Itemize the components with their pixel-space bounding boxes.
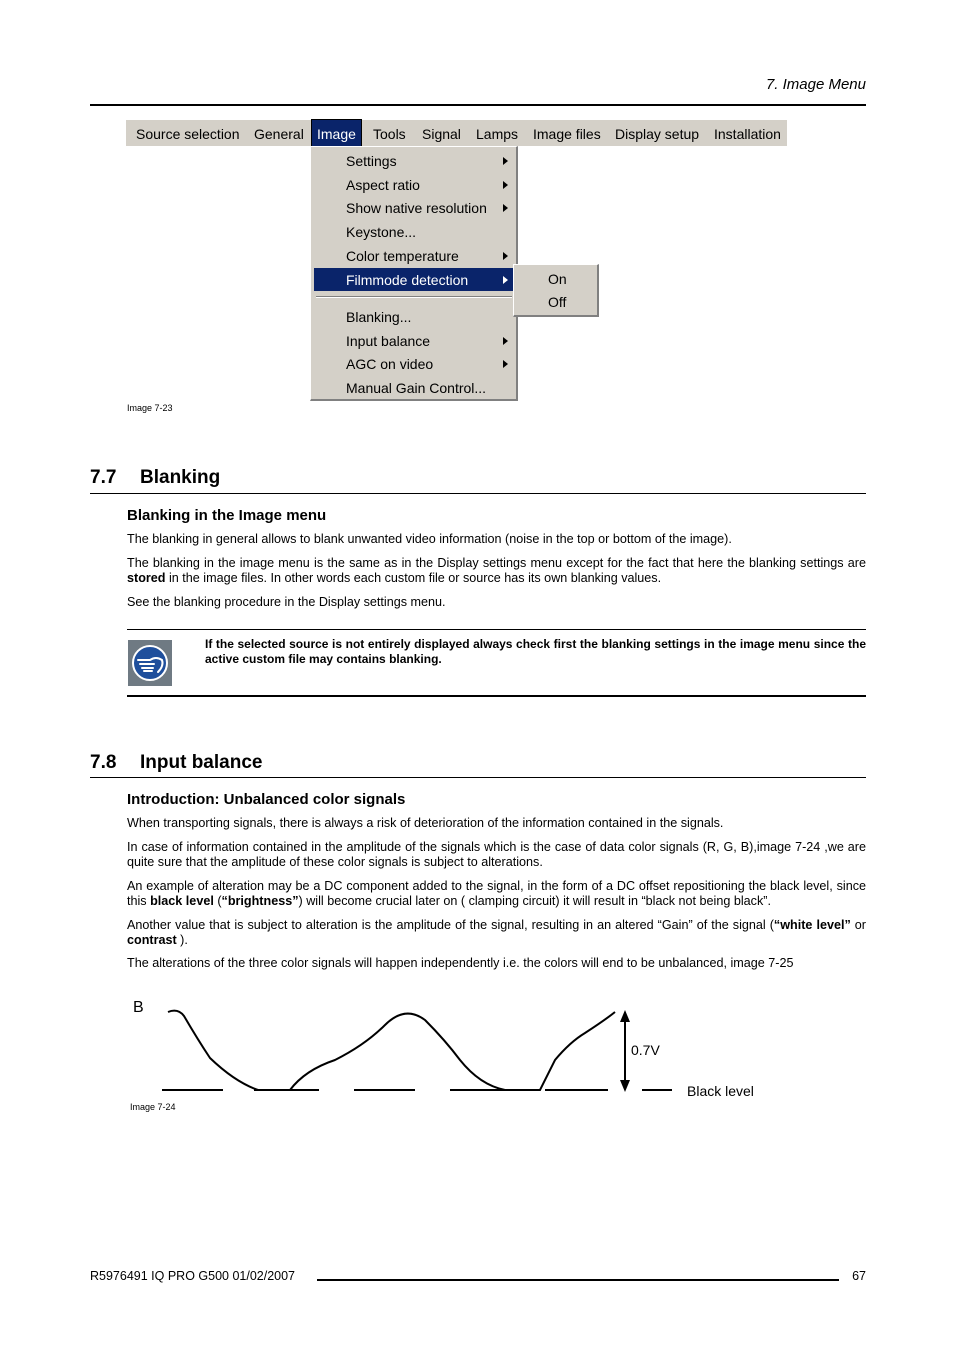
dropdown-item-show-native-resolution[interactable] (314, 196, 513, 219)
footer-doc-info: R5976491 IQ PRO G500 01/02/2007 (90, 1269, 296, 1283)
section-heading (90, 752, 262, 774)
text-run: The blanking in the image menu is the same as in the Display settings menu except for the fact that here the blanking settings are (127, 556, 866, 570)
text-run: An example of alteration may be a DC component added to the signal, in the form of a DC offset repositioning the black level, since this (127, 879, 866, 908)
menu-source-selection[interactable]: Source selection (136, 126, 240, 142)
menu-lamps[interactable]: Lamps (476, 126, 519, 142)
dropdown-item-settings[interactable] (314, 149, 513, 172)
bold-text: black level (150, 894, 214, 908)
text-run: or (850, 918, 866, 932)
section-heading (90, 467, 220, 489)
dropdown-item-input-balance[interactable] (314, 329, 513, 352)
arrow-down-icon (620, 1080, 630, 1092)
amplitude-label: 0.7V (631, 1042, 660, 1058)
dropdown-item-label: Manual Gain Control... (346, 380, 487, 396)
submenu-arrow-icon (503, 360, 508, 368)
bold-text: stored (127, 571, 166, 585)
image-dropdown-menu (310, 146, 518, 401)
submenu-arrow-icon (503, 181, 508, 189)
paragraph: When transporting signals, there is always a risk of deterioration of the information contained in the signals. (127, 816, 724, 830)
submenu-item-on[interactable]: On (548, 271, 567, 287)
paragraph (127, 556, 866, 586)
text-run: Another value that is subject to alteration is the amplitude of the signal, resulting in an altered “Gain” of the signal ( (127, 918, 774, 932)
dropdown-item-manual-gain-control[interactable] (314, 376, 513, 399)
submenu-arrow-icon (503, 204, 508, 212)
dropdown-item-keystone[interactable] (314, 220, 513, 243)
subsection-heading: Introduction: Unbalanced color signals (127, 791, 406, 808)
figure-label-b: B (133, 999, 144, 1016)
text-run: ) will become crucial later on ( clamping circuit) it will result in “black not being black”. (298, 894, 771, 908)
section-number: 7.7 (90, 467, 117, 488)
paragraph: See the blanking procedure in the Display settings menu. (127, 595, 446, 609)
section-number: 7.8 (90, 752, 117, 773)
section-title: Input balance (140, 752, 263, 773)
figure-caption: Image 7-24 (130, 1102, 176, 1112)
menu-signal[interactable]: Signal (422, 126, 461, 142)
note-text: If the selected source is not entirely displayed always check first the blanking settings in the image menu since the active custom file may contains blanking. (205, 637, 866, 666)
menu-installation[interactable]: Installation (714, 126, 781, 142)
black-level-label: Black level (687, 1083, 754, 1099)
section-rule (90, 777, 866, 778)
page-number: 67 (852, 1269, 866, 1283)
dropdown-item-blanking[interactable] (314, 305, 513, 328)
note-bottom-rule (127, 695, 866, 697)
paragraph: In case of information contained in the amplitude of the signals which is the case of data color signals (R, G, B),image 7-24 ,we are quite sure that the amplitude of these color signals is subject to alterations. (127, 840, 866, 869)
dropdown-item-label: Settings (346, 153, 397, 169)
dropdown-item-label: AGC on video (346, 356, 434, 372)
paragraph: The blanking in general allows to blank unwanted video information (noise in the top or bottom of the image). (127, 532, 732, 546)
chapter-header: 7. Image Menu (765, 76, 866, 93)
menu-general[interactable]: General (254, 126, 304, 142)
dropdown-item-agc-on-video[interactable] (314, 352, 513, 375)
dropdown-item-label: Aspect ratio (346, 177, 420, 193)
text-run: ). (176, 933, 188, 947)
image-caption: Image 7-23 (127, 403, 173, 413)
note-top-rule (127, 629, 866, 630)
pointing-hand-icon (128, 640, 172, 686)
submenu-arrow-icon (503, 252, 508, 260)
submenu-arrow-icon (503, 157, 508, 165)
subsection-heading: Blanking in the Image menu (127, 507, 327, 524)
dropdown-item-label: Input balance (346, 333, 431, 349)
dropdown-item-label: Keystone... (346, 224, 417, 240)
dropdown-item-label: Color temperature (346, 248, 459, 264)
section-title: Blanking (140, 467, 221, 488)
dropdown-item-label: Filmmode detection (346, 272, 469, 288)
menu-separator (316, 296, 512, 298)
submenu-item-off[interactable]: Off (548, 294, 567, 310)
dropdown-item-aspect-ratio[interactable] (314, 173, 513, 196)
menu-tools[interactable]: Tools (373, 126, 406, 142)
dropdown-item-label: Show native resolution (346, 200, 487, 216)
submenu-arrow-icon (503, 276, 508, 284)
menu-image-files[interactable]: Image files (533, 126, 601, 142)
paragraph (127, 879, 866, 909)
signal-waveform (168, 1011, 615, 1090)
dropdown-item-color-temperature[interactable] (314, 244, 513, 267)
text-run: in the image files. In other words each custom file or source has its own blanking values. (165, 571, 662, 585)
menu-image[interactable]: Image (312, 120, 361, 146)
bold-text: “brightness” (221, 894, 299, 908)
menu-bar (126, 120, 787, 146)
section-rule (90, 493, 866, 494)
arrow-up-icon (620, 1010, 630, 1022)
header-rule (90, 104, 866, 106)
dropdown-item-filmmode-detection[interactable] (314, 268, 513, 291)
footer-rule (317, 1279, 839, 1281)
text-run: ( (213, 894, 222, 908)
bold-text: “white level” (773, 918, 851, 932)
menu-display-setup[interactable]: Display setup (615, 126, 700, 142)
paragraph: The alterations of the three color signals will happen independently i.e. the colors will end to be unbalanced, image 7-25 (127, 956, 794, 970)
dropdown-item-label: Blanking... (346, 309, 412, 325)
submenu-arrow-icon (503, 337, 508, 345)
filmmode-submenu (513, 264, 599, 317)
bold-text: contrast (127, 933, 177, 947)
paragraph (127, 918, 866, 948)
